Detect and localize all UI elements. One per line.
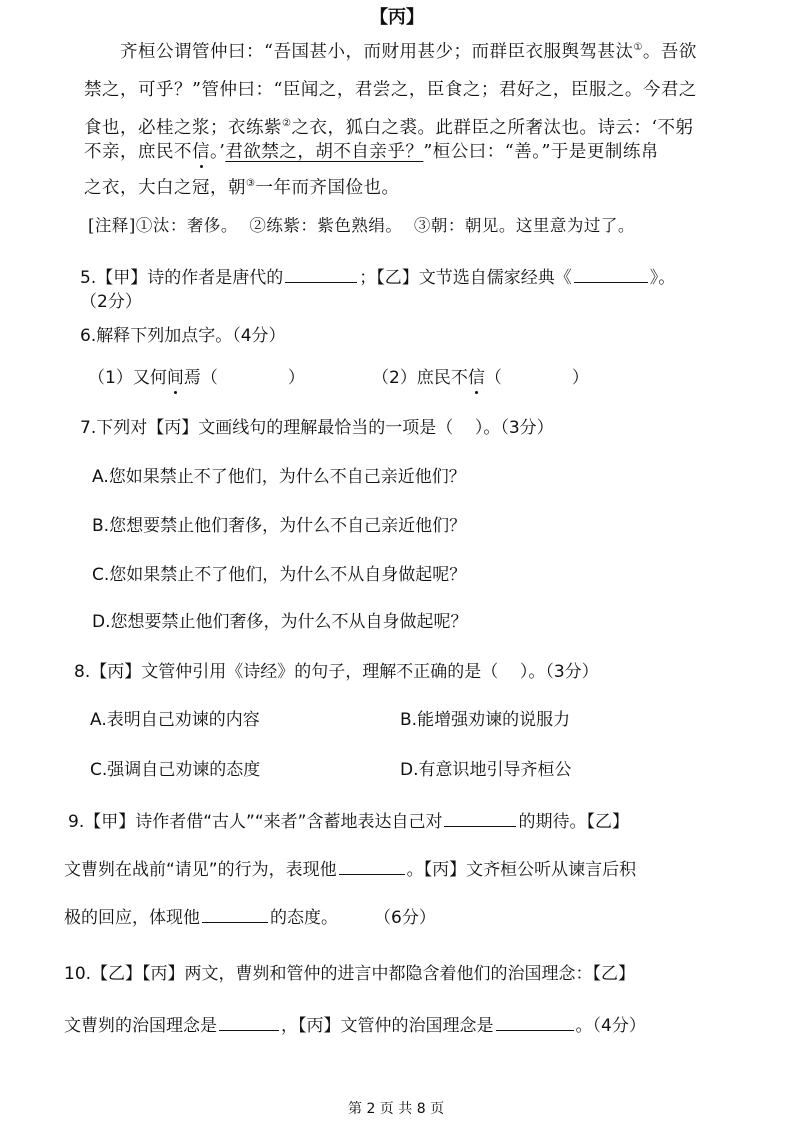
- question-8: 8.【丙】文管仲引用《诗经》的句子，理解不正确的是（ ）。（3分）: [74, 662, 599, 682]
- annotation-note: [注释]①汰：奢侈。 ②练紫：紫色熟绢。 ③朝：朝见。这里意为过了。: [88, 216, 635, 235]
- question-text: （: [484, 368, 502, 388]
- passage-text: 之衣，大白之冠，朝: [84, 178, 246, 198]
- option-8a[interactable]: A.表明自己劝谏的内容: [90, 710, 260, 730]
- dotted-char: 信: [192, 142, 210, 162]
- question-score: （6分）: [374, 908, 436, 928]
- passage-line-4: [84, 140, 659, 164]
- question-7: 7.下列对【丙】文画线句的理解最恰当的一项是（ ）。（3分）: [80, 418, 554, 438]
- question-6-item-1: [88, 366, 305, 390]
- answer-blank[interactable]: [219, 1029, 279, 1031]
- option-7a[interactable]: A.您如果禁止不了他们，为什么不自己亲近他们？: [92, 467, 466, 487]
- answer-blank[interactable]: [444, 825, 516, 827]
- question-text: 的期待。【乙】: [518, 812, 629, 832]
- question-text: 。（4分）: [575, 1016, 646, 1036]
- option-7b[interactable]: B.您想要禁止他们奢侈，为什么不自己亲近他们？: [92, 516, 467, 536]
- passage-text: ”桓公曰：“善。”于是更制练帛: [423, 142, 659, 162]
- passage-text: 齐桓公谓管仲曰：“吾国甚小，而财用甚少；而群臣衣服舆驾甚汰: [120, 42, 634, 62]
- question-6: 6.解释下列加点字。（4分）: [80, 326, 286, 346]
- answer-blank[interactable]: [202, 921, 268, 923]
- option-8c[interactable]: C.强调自己劝谏的态度: [90, 760, 261, 780]
- question-9-line-2: [64, 858, 636, 882]
- passage-text: 不亲，庶民不: [84, 142, 192, 162]
- question-text: ；【乙】文节选自儒家经典《: [359, 268, 572, 288]
- question-text: 焉（: [183, 368, 218, 388]
- passage-text: 。’: [210, 142, 226, 162]
- question-text: 5.【甲】诗的作者是唐代的: [80, 268, 284, 288]
- page-footer: 第 2 页 共 8 页: [348, 1101, 445, 1117]
- dotted-char: 信: [467, 368, 485, 388]
- answer-blank[interactable]: [339, 873, 405, 875]
- passage-text: 。吾欲: [642, 42, 697, 62]
- passage-text: 一年而齐国俭也。: [255, 178, 400, 198]
- dotted-char: 间: [166, 368, 184, 388]
- option-8d[interactable]: D.有意识地引导齐桓公: [400, 760, 572, 780]
- footnote-marker: ①: [633, 42, 643, 54]
- option-7c[interactable]: C.您如果禁止不了他们，为什么不从自身做起呢？: [92, 565, 467, 585]
- question-5: [80, 266, 675, 290]
- question-6-item-2: [372, 366, 589, 390]
- underlined-sentence: 君欲禁之，胡不自亲乎？: [225, 142, 424, 162]
- passage-line-1: [120, 40, 697, 64]
- footnote-marker: ③: [246, 178, 256, 190]
- question-text: 9.【甲】诗作者借“古人”“来者”含蓄地表达自己对: [68, 812, 443, 832]
- question-text: （2）庶民不: [372, 368, 468, 388]
- question-10-line-1: 10.【乙】【丙】两文，曹刿和管仲的进言中都隐含着他们的治国理念：【乙】: [64, 964, 636, 984]
- passage-line-5: [84, 176, 399, 200]
- question-text: 》。: [649, 268, 676, 288]
- passage-line-3: [84, 116, 694, 140]
- passage-line-2: 禁之，可乎？”管仲曰：“臣闻之，君尝之，臣食之；君好之，臣服之。今君之: [84, 80, 697, 100]
- question-9-line-3: [64, 906, 436, 930]
- question-text: ）: [287, 368, 305, 388]
- question-text: ，【丙】文管仲的治国理念是: [281, 1016, 494, 1036]
- question-text: （1）又何: [88, 368, 167, 388]
- option-8b[interactable]: B.能增强劝谏的说服力: [400, 710, 571, 730]
- footnote-marker: ②: [282, 118, 292, 130]
- question-9-line-1: [68, 810, 629, 834]
- question-5-score: （2分）: [80, 292, 142, 312]
- passage-text: 食也，必桂之浆；衣练紫: [84, 118, 282, 138]
- answer-blank[interactable]: [285, 281, 357, 283]
- question-text: ）: [571, 368, 589, 388]
- question-10-line-2: [64, 1014, 646, 1038]
- question-text: 的态度。: [270, 908, 338, 928]
- option-7d[interactable]: D.您想要禁止他们奢侈，为什么不从自身做起呢？: [92, 612, 468, 632]
- answer-blank[interactable]: [574, 281, 648, 283]
- section-title: 【丙】: [370, 7, 424, 28]
- question-text: 文曹刿在战前“请见”的行为，表现他: [64, 860, 337, 880]
- question-text: 极的回应，体现他: [64, 908, 200, 928]
- passage-text: 之衣，狐白之裘。此群臣之所奢汰也。诗云：‘不躬: [291, 118, 694, 138]
- question-text: 文曹刿的治国理念是: [64, 1016, 217, 1036]
- answer-blank[interactable]: [496, 1029, 574, 1031]
- question-text: 。【丙】文齐桓公听从谏言后积: [406, 860, 637, 880]
